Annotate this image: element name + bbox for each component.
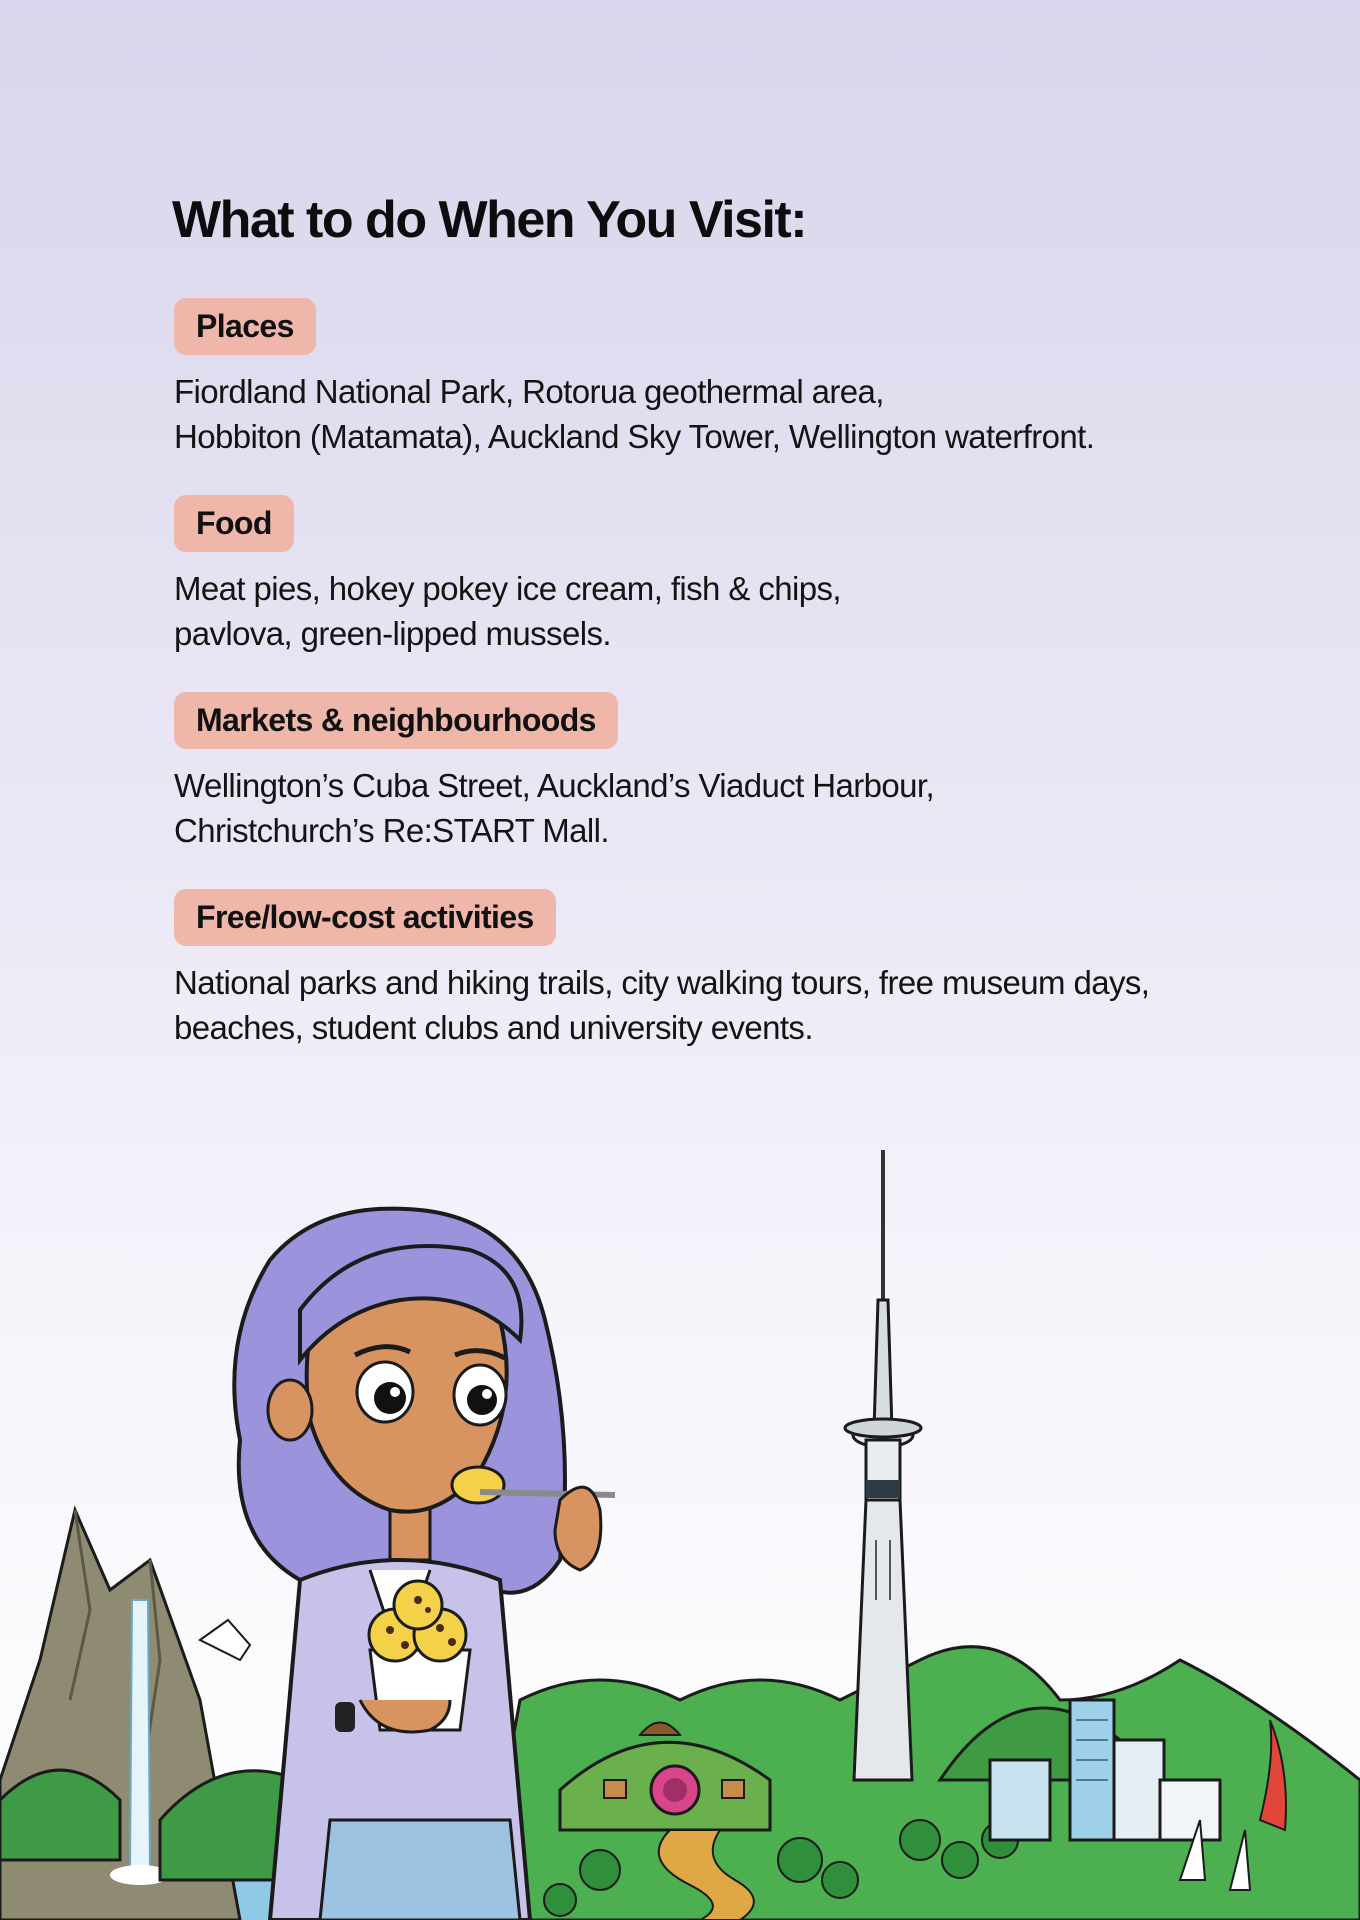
section-text-places <box>174 369 1292 459</box>
text-line: National parks and hiking trails, city walking tours, free museum days, <box>174 964 1150 1001</box>
text-line: Fiordland National Park, Rotorua geothermal area, <box>174 373 884 410</box>
text-line: Wellington’s Cuba Street, Auckland’s Viaduct Harbour, <box>174 767 935 804</box>
section-label-places: Places <box>174 298 316 355</box>
text-line: Hobbiton (Matamata), Auckland Sky Tower, Wellington waterfront. <box>174 418 1095 455</box>
section-label-free-activities: Free/low-cost activities <box>174 889 556 946</box>
page-title: What to do When You Visit: <box>172 191 807 249</box>
text-line: pavlova, green-lipped mussels. <box>174 615 611 652</box>
section-text-food <box>174 566 1292 656</box>
text-line: beaches, student clubs and university events. <box>174 1009 813 1046</box>
section-places <box>172 298 1292 459</box>
text-line: Christchurch’s Re:START Mall. <box>174 812 609 849</box>
section-label-food: Food <box>174 495 294 552</box>
section-text-free-activities <box>174 960 1292 1050</box>
section-text-markets <box>174 763 1292 853</box>
section-label-markets: Markets & neighbourhoods <box>174 692 618 749</box>
section-markets <box>172 692 1292 853</box>
forest-icon <box>0 1770 120 1860</box>
content <box>172 190 1292 1086</box>
text-line: Meat pies, hokey pokey ice cream, fish & chips, <box>174 570 841 607</box>
illustration-scene <box>0 1140 1360 1920</box>
section-free-activities <box>172 889 1292 1050</box>
section-food <box>172 495 1292 656</box>
